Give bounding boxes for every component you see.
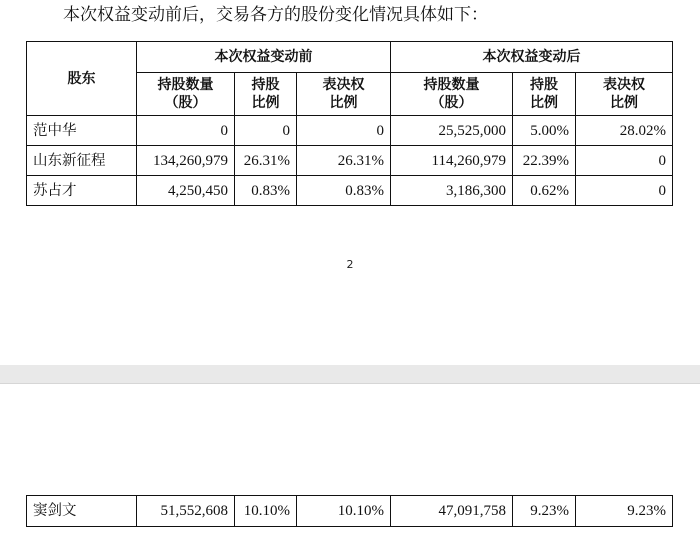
page-number: 2 (346, 258, 354, 271)
header-after-vote: 表决权 比例 (576, 73, 673, 116)
header-after-shares: 持股数量 （股） (391, 73, 513, 116)
cell-name: 山东新征程 (27, 146, 137, 176)
cell-after-shares: 47,091,758 (391, 496, 513, 527)
cell-after-ratio: 22.39% (513, 146, 576, 176)
table-row (27, 146, 673, 176)
cell-name: 苏占才 (27, 176, 137, 206)
header-before-shares: 持股数量 （股） (137, 73, 235, 116)
header-after: 本次权益变动后 (391, 42, 673, 73)
cell-before-shares: 134,260,979 (137, 146, 235, 176)
cell-after-vote: 28.02% (576, 116, 673, 146)
cell-after-vote: 0 (576, 176, 673, 206)
page-break-divider (0, 383, 700, 384)
table-row (27, 496, 673, 527)
cell-before-shares: 0 (137, 116, 235, 146)
cell-before-ratio: 0.83% (235, 176, 297, 206)
cell-before-vote: 10.10% (297, 496, 391, 527)
shareholding-table (26, 41, 673, 206)
cell-after-vote: 9.23% (576, 496, 673, 527)
cell-before-ratio: 26.31% (235, 146, 297, 176)
cell-before-shares: 51,552,608 (137, 496, 235, 527)
cell-after-ratio: 0.62% (513, 176, 576, 206)
cell-before-ratio: 10.10% (235, 496, 297, 527)
cell-before-shares: 4,250,450 (137, 176, 235, 206)
cell-after-shares: 114,260,979 (391, 146, 513, 176)
cell-before-vote: 26.31% (297, 146, 391, 176)
table-row (27, 116, 673, 146)
cell-before-ratio: 0 (235, 116, 297, 146)
cell-before-vote: 0.83% (297, 176, 391, 206)
shareholding-table-continued (26, 495, 673, 527)
cell-name: 窦剑文 (27, 496, 137, 527)
table-row (27, 176, 673, 206)
cell-after-ratio: 5.00% (513, 116, 576, 146)
cell-after-ratio: 9.23% (513, 496, 576, 527)
cell-name: 范中华 (27, 116, 137, 146)
cell-after-vote: 0 (576, 146, 673, 176)
intro-text: 本次权益变动前后，交易各方的股份变化情况具体如下： (63, 5, 488, 25)
cell-before-vote: 0 (297, 116, 391, 146)
header-before: 本次权益变动前 (137, 42, 391, 73)
cell-after-shares: 3,186,300 (391, 176, 513, 206)
page-break (0, 365, 700, 383)
header-before-ratio: 持股 比例 (235, 73, 297, 116)
header-before-vote: 表决权 比例 (297, 73, 391, 116)
cell-after-shares: 25,525,000 (391, 116, 513, 146)
header-shareholder: 股东 (27, 42, 137, 116)
header-after-ratio: 持股 比例 (513, 73, 576, 116)
